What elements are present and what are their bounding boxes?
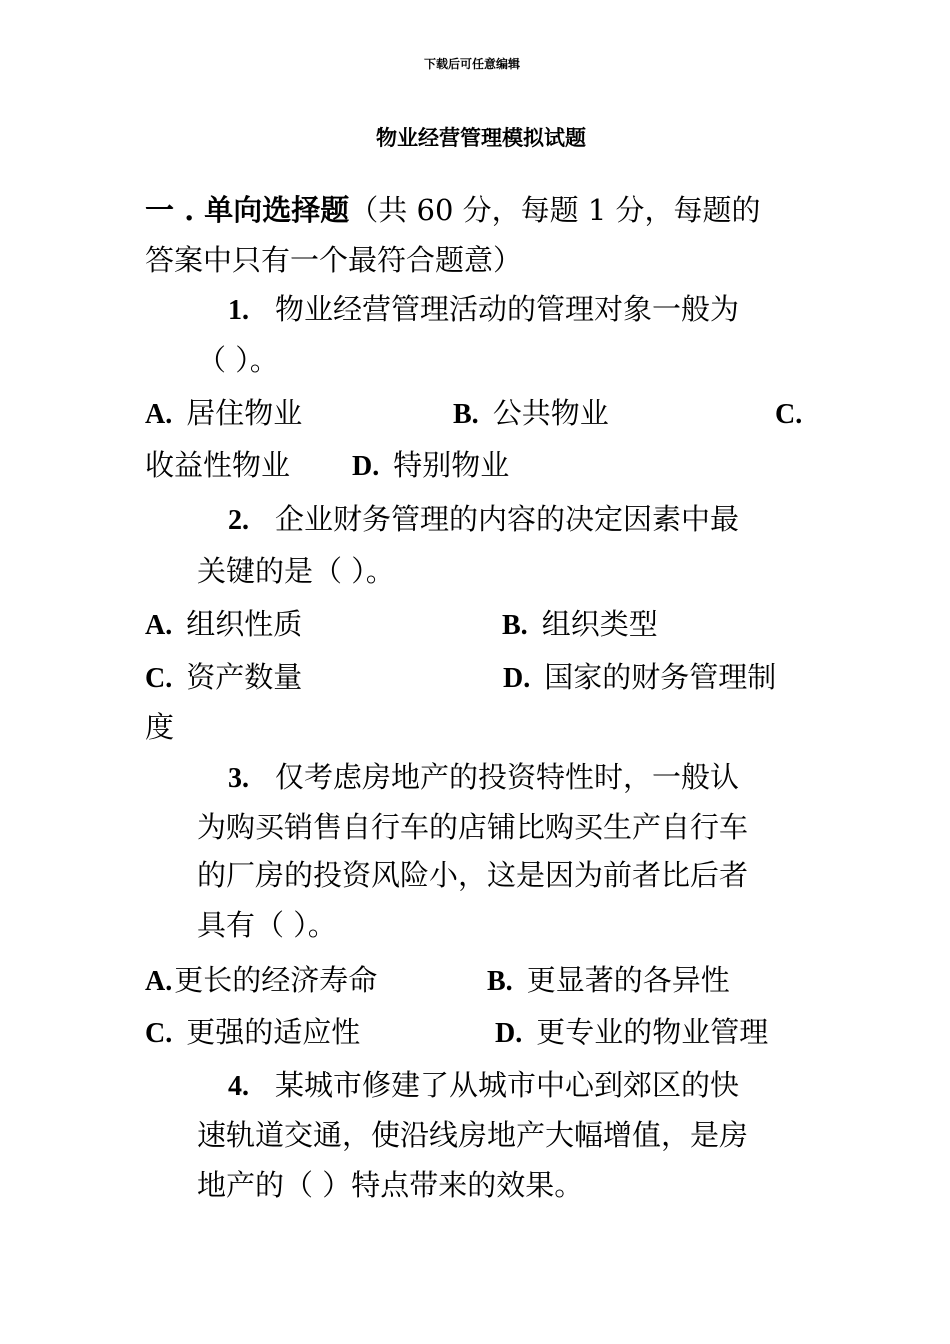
option-text: 资产数量 <box>186 660 303 694</box>
option-text: 更强的适应性 <box>186 1015 361 1049</box>
question-text: 某城市修建了从城市中心到郊区的快 <box>275 1068 740 1102</box>
question-text: 仅考虑房地产的投资特性时，一般认 <box>275 760 740 794</box>
page-title: 物业经营管理模拟试题 <box>376 126 586 150</box>
option-text: 更显著的各异性 <box>526 963 730 997</box>
section-heading-rest: （共 60 分，每题 1 分，每题的 <box>349 193 761 227</box>
question-4-line-2: 速轨道交通，使沿线房地产大幅增值，是房 <box>197 1118 749 1152</box>
option-letter: A. <box>145 399 173 430</box>
option-text: 组织性质 <box>186 607 303 641</box>
question-4-line-1 <box>228 1068 740 1102</box>
option-letter: A. <box>145 966 173 997</box>
q3-option-c <box>145 1015 361 1049</box>
option-letter: D. <box>495 1018 523 1049</box>
q3-option-d <box>495 1015 769 1049</box>
option-text: 特别物业 <box>393 448 510 482</box>
option-letter: D. <box>503 663 531 694</box>
option-text: 更长的经济寿命 <box>174 963 378 997</box>
question-text: 企业财务管理的内容的决定因素中最 <box>275 502 740 536</box>
question-number: 4. <box>228 1071 249 1102</box>
question-3-line-1 <box>228 760 740 794</box>
option-letter: C. <box>775 399 803 430</box>
question-number: 3. <box>228 763 249 794</box>
q1-option-a <box>145 396 303 430</box>
option-text: 国家的财务管理制 <box>544 660 777 694</box>
section-heading-bold: 一 . 单向选择题 <box>145 193 350 227</box>
option-letter: B. <box>502 610 528 641</box>
header-note: 下载后可任意编辑 <box>424 57 521 71</box>
question-3-line-2: 为购买销售自行车的店铺比购买生产自行车 <box>197 810 749 844</box>
option-letter: D. <box>352 451 380 482</box>
option-text: 组织类型 <box>541 607 658 641</box>
question-3-line-3: 的厂房的投资风险小，这是因为前者比后者 <box>197 858 749 892</box>
question-number: 2. <box>228 505 249 536</box>
q2-option-d <box>503 660 777 694</box>
q2-option-d-continued: 度 <box>145 710 175 744</box>
question-number: 1. <box>228 295 249 326</box>
question-3-line-4: 具有（ ）。 <box>197 908 337 942</box>
section-heading-line2: 答案中只有一个最符合题意） <box>145 243 523 277</box>
option-letter: B. <box>487 966 513 997</box>
question-1-line-1 <box>228 292 740 326</box>
q2-option-c <box>145 660 303 694</box>
question-2-line-2: 关键的是（ ）。 <box>197 554 395 588</box>
question-1-line-2: （ ）。 <box>197 343 279 377</box>
option-letter: B. <box>453 399 479 430</box>
option-text: 更专业的物业管理 <box>536 1015 769 1049</box>
question-4-line-3: 地产的（ ）特点带来的效果。 <box>197 1168 584 1202</box>
section-heading <box>145 193 761 227</box>
q1-option-c-text: 收益性物业 <box>145 448 291 482</box>
q2-option-b <box>502 607 658 641</box>
q1-option-c-letter <box>775 399 802 429</box>
option-letter: A. <box>145 610 173 641</box>
option-letter: C. <box>145 1018 173 1049</box>
q3-option-a <box>145 963 378 997</box>
q3-option-b <box>487 963 730 997</box>
question-2-line-1 <box>228 502 740 536</box>
q1-option-d <box>352 448 510 482</box>
option-text: 居住物业 <box>186 396 303 430</box>
q2-option-a <box>145 607 303 641</box>
q1-option-b <box>453 396 609 430</box>
option-letter: C. <box>145 663 173 694</box>
question-text: 物业经营管理活动的管理对象一般为 <box>275 292 740 326</box>
option-text: 公共物业 <box>492 396 609 430</box>
